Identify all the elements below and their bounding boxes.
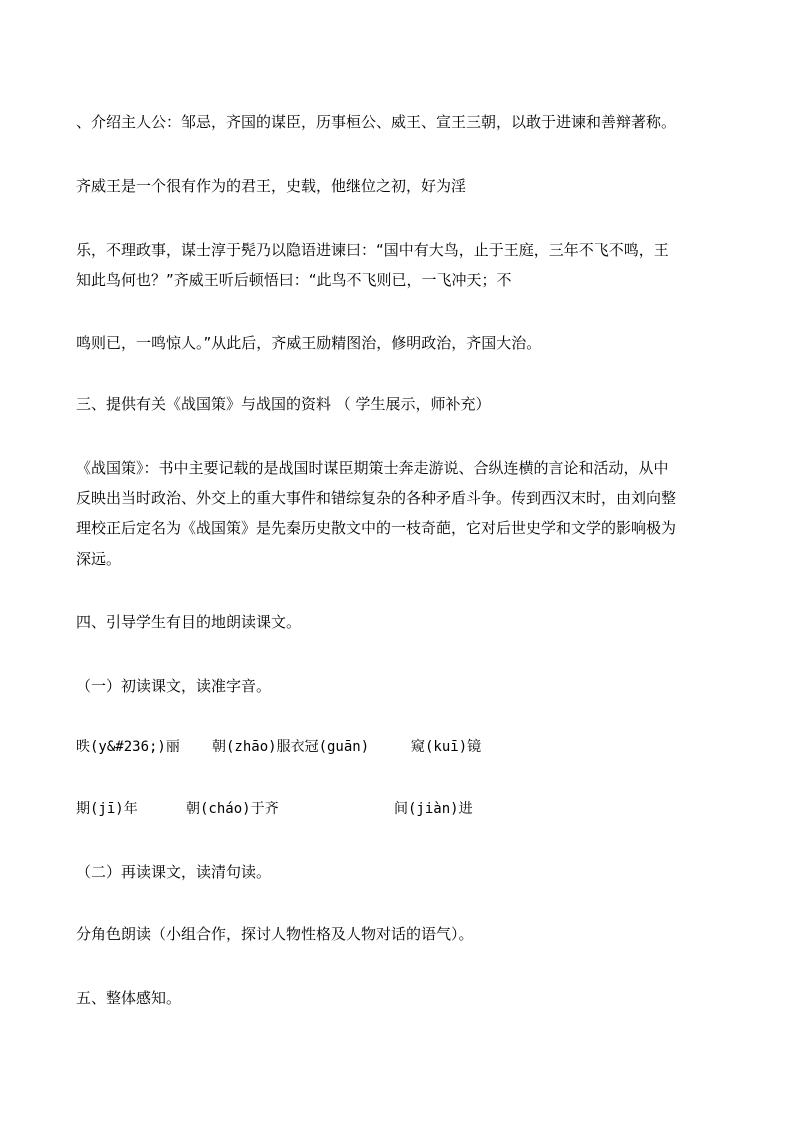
paragraph-qiweiwang-line3: 知此鸟何也？”齐威王听后顿悟曰：“此鸟不飞则已，一飞冲天；不 (76, 271, 512, 289)
section-heading-three: 三、提供有关《战国策》与战国的资料 （ 学生展示，师补充） (76, 395, 491, 413)
pronunciation-item: 朝(cháo)于齐 (186, 801, 279, 817)
paragraph-role-reading: 分角色朗读（小组合作，探讨人物性格及人物对话的语气）。 (76, 925, 474, 943)
section-heading-four: 四、引导学生有目的地朗读课文。 (76, 613, 302, 631)
paragraph-qiweiwang-line2: 乐，不理政事，谋士淳于髡乃以隐语进谏曰：“国中有大鸟，止于王庭，三年不飞不鸣，王 (76, 241, 669, 259)
pronunciation-item: 朝(zhāo)服衣冠(guān) (212, 739, 370, 755)
pronunciation-item: 期(jī)年 (76, 801, 138, 817)
paragraph-qiweiwang-line4: 鸣则已，一鸣惊人。”从此后，齐威王励精图治，修明政治，齐国大治。 (76, 334, 542, 352)
paragraph-qiweiwang-line1: 齐威王是一个很有作为的君王，史载，他继位之初，好为淫 (76, 177, 467, 195)
paragraph-zhanguoce-line2: 反映出当时政治、外交上的重大事件和错综复杂的各种矛盾斗争。传到西汉末时，由刘向整 (76, 489, 677, 507)
paragraph-zhanguoce-line1: 《战国策》：书中主要记载的是战国时谋臣期策士奔走游说、合纵连横的言论和活动，从中 (76, 459, 669, 477)
pronunciation-item: 间(jiàn)进 (394, 801, 473, 817)
paragraph-intro-zouji: 、介绍主人公：邹忌，齐国的谋臣，历事桓公、威王、宣王三朝，以敢于进谏和善辩著称。 (76, 113, 677, 131)
pronunciation-item: 昳(y&#236;)丽 (76, 739, 180, 755)
pronunciation-item: 窥(kuī)镜 (411, 739, 482, 755)
subheading-first-reading: （一）初读课文，读准字音。 (76, 677, 272, 695)
paragraph-zhanguoce-line3: 理校正后定名为《战国策》是先秦历史散文中的一枝奇葩，它对后世史学和文学的影响极为 (76, 519, 677, 537)
section-heading-five: 五、整体感知。 (76, 989, 182, 1007)
subheading-second-reading: （二）再读课文，读清句读。 (76, 863, 272, 881)
paragraph-zhanguoce-line4: 深远。 (76, 550, 122, 568)
